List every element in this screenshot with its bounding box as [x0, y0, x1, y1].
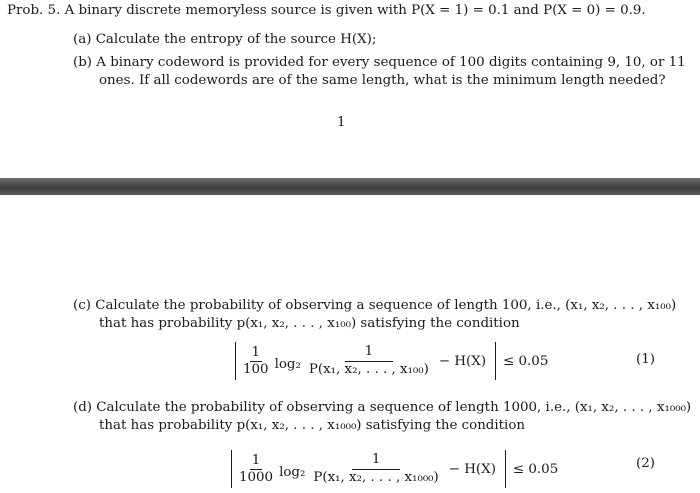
log-operator: log₂: [274, 356, 301, 372]
log-operator: log₂: [279, 464, 306, 480]
probability-numerator: 1: [345, 345, 394, 362]
part-c-text-line2: that has probability p(x₁, x₂, . . . , x₁₀₀) satisfying the condition: [99, 316, 520, 331]
abs-bar-left: [231, 450, 232, 488]
page-two: [0, 195, 700, 493]
part-b-text-line2: ones. If all codewords are of the same length, what is the minimum length needed?: [99, 73, 666, 88]
bound-value: ≤ 0.05: [512, 461, 559, 477]
scale-fraction: [241, 346, 271, 377]
equation-2: [228, 450, 558, 488]
part-a-text: (a) Calculate the entropy of the source H(X);: [73, 32, 377, 47]
probability-denominator: P(x₁, x₂, . . . , x₁₀₀₀): [313, 470, 439, 485]
scale-numerator: 1: [251, 452, 261, 468]
problem-heading: Prob. 5. A binary discrete memoryless source is given with P(X = 1) = 0.1 and P(X = 0) = 0.9.: [7, 3, 646, 18]
page-one: [0, 0, 700, 178]
part-b-text-line1: (b) A binary codeword is provided for every sequence of 100 digits containing 9, 10, or 11: [73, 55, 686, 70]
minus-entropy: − H(X): [448, 461, 496, 477]
abs-bar-left: [235, 342, 236, 380]
equation-number-2: (2): [636, 456, 655, 471]
abs-bar-right: [505, 450, 506, 488]
equation-number-1: (1): [636, 352, 655, 367]
probability-numerator: 1: [352, 453, 401, 470]
scale-fraction: [237, 454, 275, 485]
probability-denominator: P(x₁, x₂, . . . , x₁₀₀): [308, 362, 429, 377]
minus-entropy: − H(X): [438, 353, 487, 369]
bound-value: ≤ 0.05: [503, 353, 549, 369]
scale-denominator: 100: [243, 361, 269, 377]
page-number: 1: [337, 115, 346, 130]
probability-fraction: [307, 345, 431, 377]
scale-numerator: 1: [251, 344, 261, 360]
scale-denominator: 1000: [239, 469, 274, 485]
part-c-text-line1: (c) Calculate the probability of observing a sequence of length 100, i.e., (x₁, x₂, . . . , x₁₀₀): [73, 298, 677, 313]
part-d-text-line2: that has probability p(x₁, x₂, . . . , x₁₀₀₀) satisfying the condition: [99, 418, 526, 433]
page-separator: [0, 178, 700, 195]
part-d-text-line1: (d) Calculate the probability of observing a sequence of length 1000, i.e., (x₁, x₂, . . . , x₁₀₀₀): [73, 400, 692, 415]
abs-bar-right: [495, 342, 496, 380]
probability-fraction: [311, 453, 440, 485]
equation-1: [232, 342, 548, 380]
